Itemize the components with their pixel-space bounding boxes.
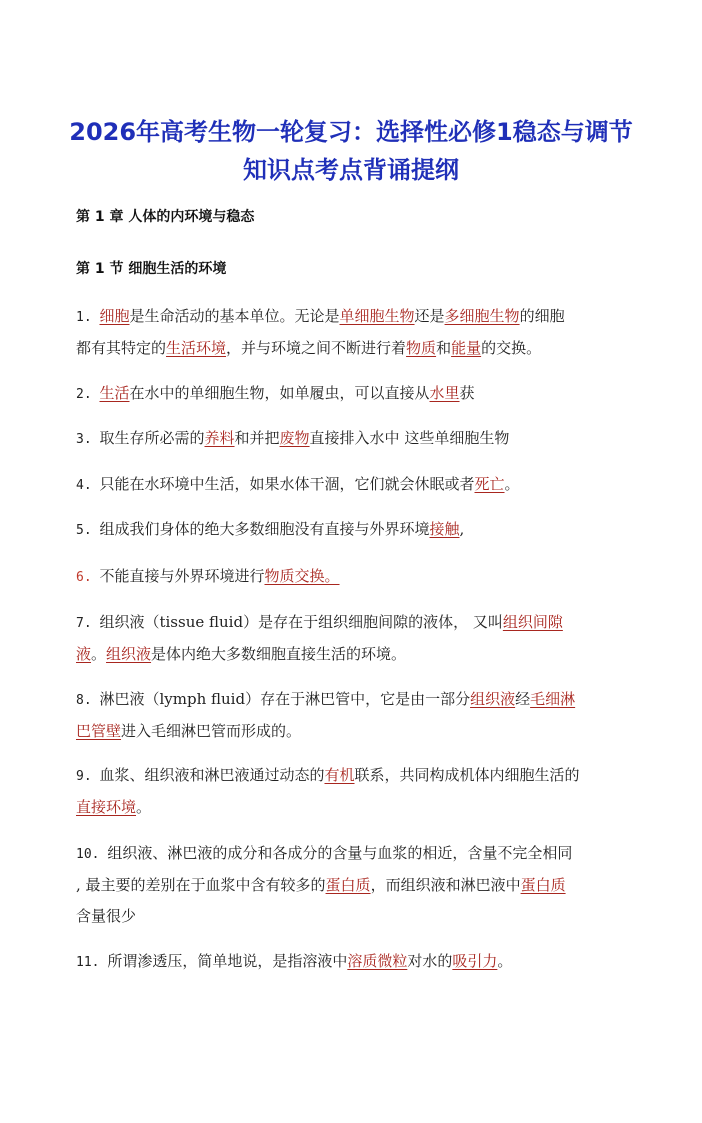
key-term: 组织液 bbox=[470, 690, 516, 708]
text: 不能直接与外界环境进行 bbox=[99, 567, 265, 585]
section-heading: 第 1 节 细胞生活的环境 bbox=[76, 261, 227, 277]
paragraph-line bbox=[76, 870, 636, 901]
paragraph-11 bbox=[76, 946, 636, 978]
paragraph-2 bbox=[76, 378, 636, 410]
key-term: 养料 bbox=[204, 429, 235, 447]
paragraph-line bbox=[76, 716, 636, 747]
item-number: 4. bbox=[76, 478, 100, 493]
key-term: 生活 bbox=[99, 384, 130, 402]
text: 都有其特定的 bbox=[76, 339, 167, 357]
paragraph-4 bbox=[76, 469, 636, 501]
text: 淋巴液（lymph fluid）存在于淋巴管中，它是由一部分 bbox=[99, 690, 471, 708]
paragraph-10 bbox=[76, 838, 636, 932]
key-term: 组织间隙 bbox=[502, 613, 563, 631]
item-number: 5. bbox=[76, 523, 100, 538]
paragraph-line bbox=[76, 684, 636, 716]
item-number: 3. bbox=[76, 432, 100, 447]
text: 血浆、组织液和淋巴液通过动态的 bbox=[99, 766, 325, 784]
text: 是生命活动的基本单位。无论是 bbox=[129, 307, 340, 325]
key-term: 物质交换。 bbox=[264, 567, 340, 585]
document-title bbox=[0, 113, 702, 189]
item-number: 6. bbox=[76, 570, 100, 585]
paragraph-line bbox=[76, 561, 636, 593]
text: 经 bbox=[515, 690, 531, 708]
key-term: 组织液 bbox=[106, 645, 152, 663]
text: 组成我们身体的绝大多数细胞没有直接与外界环境 bbox=[99, 520, 430, 538]
text: 在水中的单细胞生物，如单履虫，可以直接从 bbox=[129, 384, 430, 402]
key-term: 水里 bbox=[429, 384, 460, 402]
item-number: 10. bbox=[76, 847, 108, 862]
chapter-heading: 第 1 章 人体的内环境与稳态 bbox=[76, 209, 255, 225]
text: 。 bbox=[91, 645, 107, 663]
text: 。 bbox=[497, 952, 513, 970]
key-term: 废物 bbox=[279, 429, 310, 447]
key-term: 多细胞生物 bbox=[444, 307, 520, 325]
item-number: 2. bbox=[76, 387, 100, 402]
paragraph-line bbox=[76, 301, 636, 333]
key-term: 细胞 bbox=[99, 307, 130, 325]
text: , 最主要的差别在于血浆中含有较多的 bbox=[76, 876, 326, 894]
key-term: 液 bbox=[76, 645, 92, 663]
text: 。 bbox=[504, 475, 520, 493]
key-term: 蛋白质 bbox=[325, 876, 371, 894]
title-line-2: 知识点考点背诵提纲 bbox=[243, 156, 459, 184]
paragraph-line bbox=[76, 423, 636, 455]
title-line-1: 2026年高考生物一轮复习：选择性必修1稳态与调节 bbox=[69, 118, 633, 146]
text: , bbox=[459, 520, 465, 538]
text: 取生存所必需的 bbox=[99, 429, 205, 447]
item-number: 8. bbox=[76, 693, 100, 708]
item-number: 9. bbox=[76, 769, 100, 784]
text: ，而组织液和淋巴液中 bbox=[370, 876, 521, 894]
key-term: 死亡 bbox=[474, 475, 505, 493]
paragraph-line bbox=[76, 378, 636, 410]
key-term: 物质 bbox=[406, 339, 437, 357]
key-term: 有机 bbox=[324, 766, 355, 784]
text: 的交换。 bbox=[481, 339, 542, 357]
paragraph-3 bbox=[76, 423, 636, 455]
paragraph-line bbox=[76, 838, 636, 870]
text: 的细胞 bbox=[519, 307, 565, 325]
text: 进入毛细淋巴管而形成的。 bbox=[121, 722, 302, 740]
paragraph-line bbox=[76, 901, 636, 932]
key-term: 溶质微粒 bbox=[347, 952, 408, 970]
paragraph-1 bbox=[76, 301, 636, 364]
paragraph-line bbox=[76, 469, 636, 501]
text: 联系，共同构成机体内细胞生活的 bbox=[354, 766, 580, 784]
text: 是体内绝大多数细胞直接生活的环境。 bbox=[151, 645, 407, 663]
key-term: 毛细淋 bbox=[530, 690, 576, 708]
paragraph-6 bbox=[76, 561, 636, 593]
text: 和并把 bbox=[234, 429, 280, 447]
paragraph-line bbox=[76, 639, 636, 670]
paragraph-9 bbox=[76, 760, 636, 823]
text: 还是 bbox=[414, 307, 445, 325]
key-term: 巴管壁 bbox=[76, 722, 122, 740]
paragraph-line bbox=[76, 946, 636, 978]
item-number: 7. bbox=[76, 616, 100, 631]
paragraph-line bbox=[76, 514, 636, 546]
key-term: 接触 bbox=[429, 520, 460, 538]
item-number: 1. bbox=[76, 310, 100, 325]
text: 对水的 bbox=[407, 952, 453, 970]
text: 只能在水环境中生活，如果水体干涸，它们就会休眠或者 bbox=[99, 475, 475, 493]
key-term: 能量 bbox=[451, 339, 482, 357]
paragraph-line bbox=[76, 333, 636, 364]
text: 组织液、淋巴液的成分和各成分的含量与血浆的相近，含量不完全相同 bbox=[107, 844, 573, 862]
text: 。 bbox=[136, 798, 152, 816]
text: 和 bbox=[436, 339, 452, 357]
text: 获 bbox=[459, 384, 475, 402]
key-term: 直接环境 bbox=[76, 798, 137, 816]
paragraph-5 bbox=[76, 514, 636, 546]
text: 所谓渗透压，简单地说，是指溶液中 bbox=[107, 952, 348, 970]
key-term: 吸引力 bbox=[452, 952, 498, 970]
paragraph-line bbox=[76, 760, 636, 792]
item-number: 11. bbox=[76, 955, 108, 970]
text: 含量很少 bbox=[76, 907, 137, 925]
key-term: 单细胞生物 bbox=[339, 307, 415, 325]
text: 直接排入水中 这些单细胞生物 bbox=[309, 429, 510, 447]
text: 组织液（tissue fluid）是存在于组织细胞间隙的液体， 又叫 bbox=[99, 613, 503, 631]
paragraph-line bbox=[76, 792, 636, 823]
key-term: 蛋白质 bbox=[520, 876, 566, 894]
paragraph-8 bbox=[76, 684, 636, 747]
paragraph-line bbox=[76, 607, 636, 639]
text: ，并与环境之间不断进行着 bbox=[226, 339, 407, 357]
key-term: 生活环境 bbox=[166, 339, 227, 357]
paragraph-7 bbox=[76, 607, 636, 670]
